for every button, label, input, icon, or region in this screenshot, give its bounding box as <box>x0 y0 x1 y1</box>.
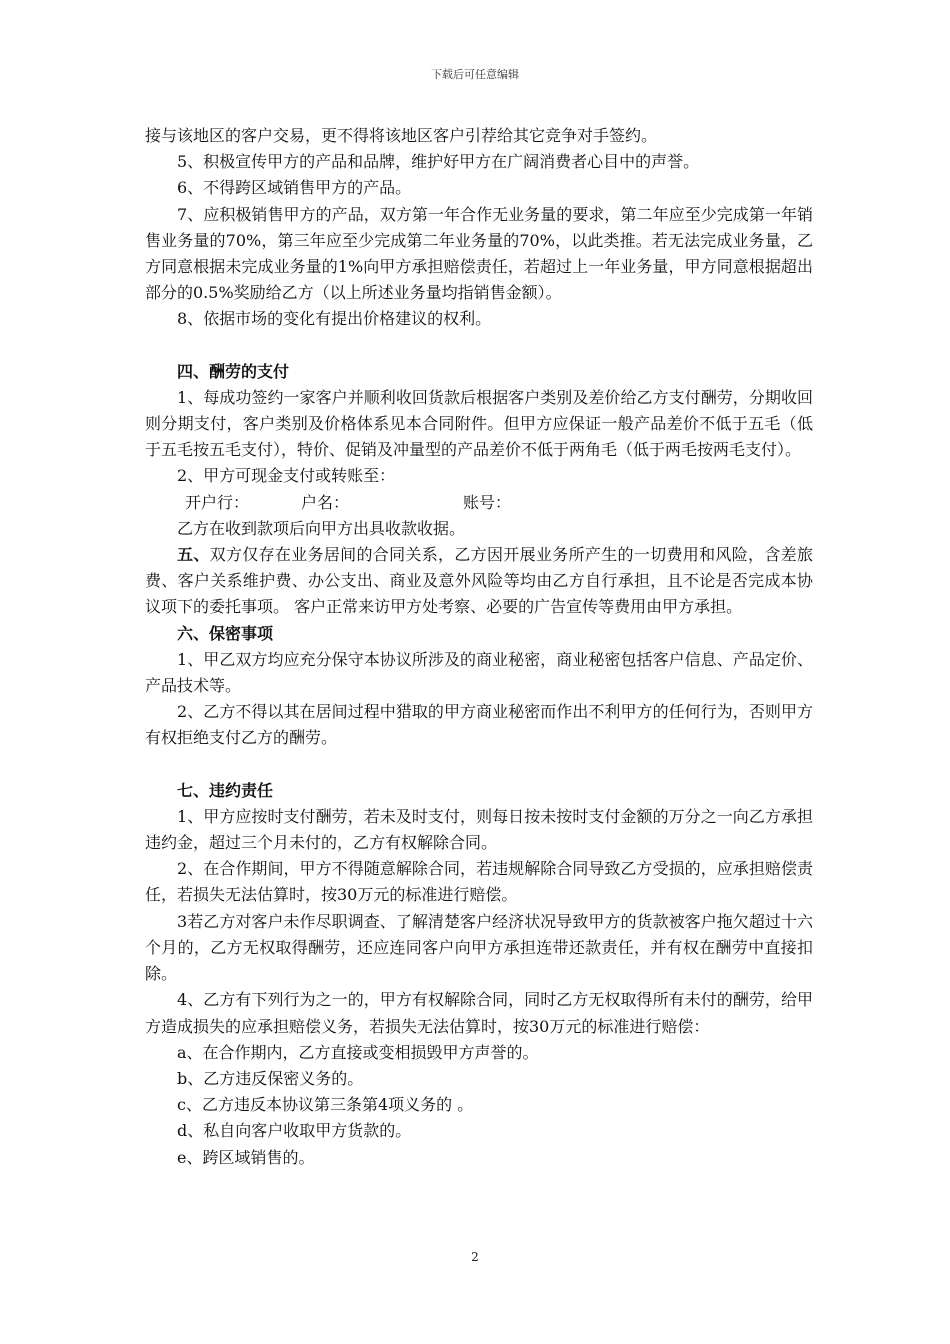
clause-7-4: 4、乙方有下列行为之一的，甲方有权解除合同，同时乙方无权取得所有未付的酬劳，给甲方造成损失的应承担赔偿义务，若损失无法估算时，按30万元的标准进行赔偿： <box>145 990 813 1036</box>
clause-3-8: 8、依据市场的变化有提出价格建议的权利。 <box>177 309 492 329</box>
document-body <box>145 123 813 1171</box>
item-e: e、跨区域销售的。 <box>177 1147 315 1167</box>
section-5 <box>145 542 813 621</box>
account-name-label: 户名： <box>301 492 350 512</box>
clause-6-2: 2、乙方不得以其在居间过程中猎取的甲方商业秘密而作出不利甲方的任何行为，否则甲方有权拒绝支付乙方的酬劳。 <box>145 702 813 748</box>
clause-4-1: 1、每成功签约一家客户并顺利收回货款后根据客户类别及差价给乙方支付酬劳，分期收回则分期支付，客户类别及价格体系见本合同附件。但甲方应保证一般产品差价不低于五毛（低于五毛按五毛支付），特价、促销及冲量型的产品差价不低于两角毛（低于两毛按两毛支付）。 <box>145 387 813 460</box>
page-number: 2 <box>471 1250 479 1264</box>
paragraph-continuation: 接与该地区的客户交易，更不得将该地区客户引荐给其它竞争对手签约。 <box>145 126 658 145</box>
section-heading-7: 七、违约责任 <box>177 780 274 800</box>
spacer <box>145 333 813 359</box>
section-heading-5: 五、 <box>177 545 210 565</box>
item-b: b、乙方违反保密义务的。 <box>177 1068 364 1088</box>
section-heading-4: 四、酬劳的支付 <box>177 361 290 381</box>
clause-7-1: 1、甲方应按时支付酬劳，若未及时支付，则每日按未按时支付金额的万分之一向乙方承担违约金，超过三个月未付的，乙方有权解除合同。 <box>145 806 813 853</box>
clause-3-6: 6、不得跨区域销售甲方的产品。 <box>177 178 412 198</box>
clause-4-2: 2、甲方可现金支付或转账至： <box>177 466 396 486</box>
account-number-label: 账号： <box>463 492 512 512</box>
clause-6-1: 1、甲乙双方均应充分保守本协议所涉及的商业秘密，商业秘密包括客户信息、产品定价、产品技术等。 <box>145 649 813 696</box>
clause-3-5: 5、积极宣传甲方的产品和品牌，维护好甲方在广阔消费者心目中的声誉。 <box>177 152 700 172</box>
receipt-note: 乙方在收到款项后向甲方出具收款收据。 <box>177 518 466 538</box>
spacer <box>145 752 813 778</box>
item-d: d、私自向客户收取甲方货款的。 <box>177 1121 412 1141</box>
page-header: 下载后可任意编辑 <box>431 68 519 81</box>
section-heading-6: 六、保密事项 <box>177 623 274 643</box>
bank-name-label: 开户行： <box>185 492 250 512</box>
bank-info-row <box>145 490 813 516</box>
item-c: c、乙方违反本协议第三条第4项义务的 。 <box>177 1095 474 1115</box>
clause-7-2: 2、在合作期间，甲方不得随意解除合同，若违规解除合同导致乙方受损的，应承担赔偿责任，若损失无法估算时，按30万元的标准进行赔偿。 <box>145 859 813 905</box>
item-a: a、在合作期内，乙方直接或变相损毁甲方声誉的。 <box>177 1042 539 1062</box>
clause-7-3: 3若乙方对客户未作尽职调查、了解清楚客户经济状况导致甲方的货款被客户拖欠超过十六个月的，乙方无权取得酬劳，还应连同客户向甲方承担连带还款责任，并有权在酬劳中直接扣除。 <box>145 911 813 984</box>
section-5-text: 双方仅存在业务居间的合同关系，乙方因开展业务所产生的一切费用和风险，含差旅费、客户关系维护费、办公支出、商业及意外风险等均由乙方自行承担，且不论是否完成本协议项下的委托事项。 客户正常来访甲方处考察、必要的广告宣传等费用由甲方承担。 <box>145 545 813 617</box>
clause-3-7: 7、应积极销售甲方的产品，双方第一年合作无业务量的要求，第二年应至少完成第一年销售业务量的70%，第三年应至少完成第二年业务量的70%，以此类推。若无法完成业务量，乙方同意根据未完成业务量的1%向甲方承担赔偿责任，若超过上一年业务量，甲方同意根据超出部分的0.5%奖励给乙方（以上所述业务量均指销售金额）。 <box>145 204 813 303</box>
